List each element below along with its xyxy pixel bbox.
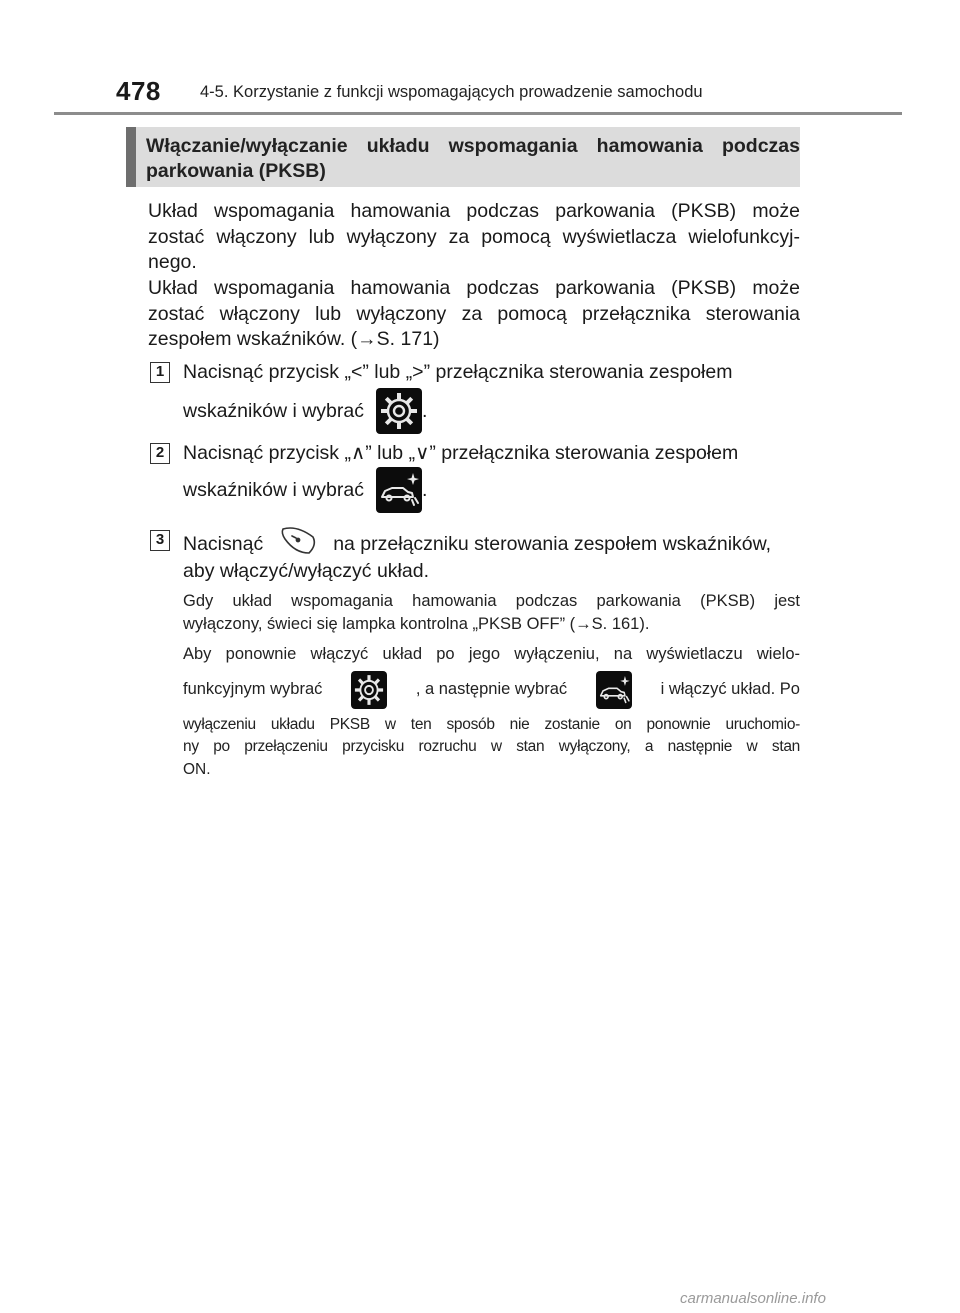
text-line: zespołem wskaźników. (→S. 171): [148, 328, 440, 350]
step-3-number: 3: [150, 530, 170, 551]
step-2-period: .: [421, 478, 428, 501]
note-line: wyłączony, świeci się lampka kontrolna „PKSB OFF” (→S. 161).: [183, 614, 650, 633]
note-text: funkcyjnym wybrać: [183, 680, 323, 699]
intro-paragraph-2: [148, 276, 800, 353]
step-3-line-2: aby włączyć/wyłączyć układ.: [183, 560, 429, 582]
note-text: , a następnie wybrać: [415, 680, 568, 699]
step-1-number: 1: [150, 362, 170, 383]
section-title-line-1: Włączanie/wyłączanie układu wspomagania hamowania podczas: [146, 135, 800, 157]
chapter-title: 4-5. Korzystanie z funkcji wspomagających prowadzenie samochodu: [200, 83, 703, 101]
text-line: Układ wspomagania hamowania podczas parkowania (PKSB) może: [148, 277, 800, 299]
section-title-line-2: parkowania (PKSB): [146, 160, 326, 182]
note-line: ny po przełączeniu przycisku rozruchu w stan wyłączony, a następnie w stan: [183, 738, 800, 755]
note-line: Aby ponownie włączyć układ po jego wyłączeniu, na wyświetlaczu wielo-: [183, 645, 800, 663]
note-text: i włączyć układ. Po: [660, 680, 800, 699]
intro-paragraph-1: [148, 199, 800, 276]
step-1-line-2: [183, 388, 427, 434]
note-line-with-icons: [183, 670, 800, 710]
step-3-line-1: [183, 527, 800, 561]
step-3-text-a: Nacisnąć: [183, 532, 264, 555]
step-2-line-2: [183, 467, 427, 513]
step-1-period: .: [421, 399, 428, 422]
text-line: nego.: [148, 251, 197, 273]
gear-icon: [376, 388, 422, 434]
car-sensor-icon: [376, 467, 422, 513]
note-pksb-off: [183, 590, 800, 635]
enter-button-icon: [277, 527, 323, 561]
step-3-text-b: na przełączniku sterowania zespołem wskaźników,: [333, 532, 772, 555]
page-number: 478: [116, 76, 161, 106]
step-2-text: wskaźników i wybrać: [183, 478, 364, 501]
step-1-line-1: Nacisnąć przycisk „<” lub „>” przełącznika sterowania zespołem: [183, 361, 733, 383]
watermark: carmanualsonline.info: [680, 1290, 826, 1307]
step-1-text: wskaźników i wybrać: [183, 399, 364, 422]
text-line: Układ wspomagania hamowania podczas parkowania (PKSB) może: [148, 200, 800, 222]
step-2-number: 2: [150, 443, 170, 464]
note-line: wyłączeniu układu PKSB w ten sposób nie zostanie on ponownie uruchomio-: [183, 715, 800, 733]
text-line: zostać włączony lub wyłączony za pomocą przełącznika sterowania: [148, 302, 800, 325]
step-2-line-1: Nacisnąć przycisk „∧” lub „∨” przełącznika sterowania zespołem: [183, 442, 739, 464]
page-header: [116, 76, 902, 116]
note-line: Gdy układ wspomagania hamowania podczas parkowania (PKSB) jest: [183, 592, 800, 610]
car-sensor-icon: [596, 671, 632, 709]
note-reenable: [183, 643, 800, 781]
section-title: [126, 127, 800, 187]
gear-icon: [351, 671, 387, 709]
note-line: ON.: [183, 760, 211, 778]
text-line: zostać włączony lub wyłączony za pomocą wyświetlacza wielofunkcyj-: [148, 225, 800, 248]
header-divider: [54, 112, 902, 115]
